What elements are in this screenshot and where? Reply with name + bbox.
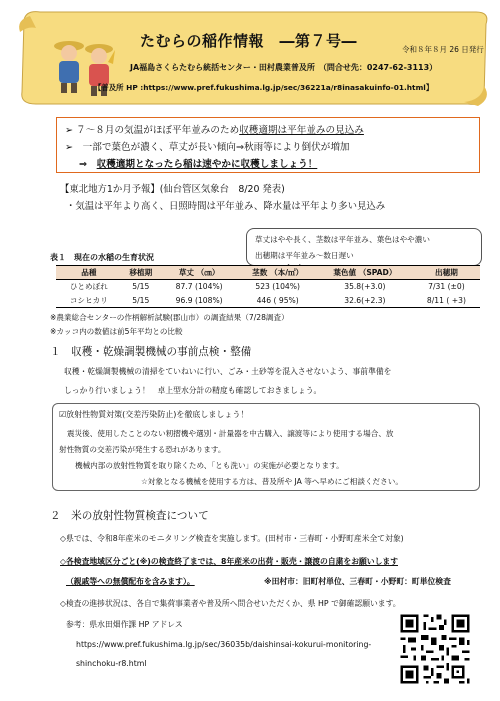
page-title: たむらの稲作情報 ―第７号― (140, 32, 358, 50)
callout-line-1: 草丈はやや長く、茎数は平年並み、葉色はやや濃い (255, 235, 430, 244)
table-cell: 35.8(+3.0) (344, 282, 386, 292)
table-cell: 5/15 (122, 294, 160, 308)
section-1-heading: １ 収穫・乾燥調製機械の事前点検・整備 (50, 346, 252, 358)
summary-line-3-highlight: 収穫適期となったら稲は速やかに収穫しましょう！ (96, 159, 318, 170)
section-2-bullet-2-continued: （親戚等への無償配布を含みます）。 (66, 577, 195, 586)
table-header-cell: 草丈 （㎝） (160, 266, 239, 280)
table-row (56, 294, 480, 308)
homepage-url[interactable]: 【普及所 HP :https://www.pref.fukushima.lg.jp/sec/36221a/r8inasakuinfo-01.html】 (94, 83, 434, 92)
farmer-man-illustration (52, 36, 86, 94)
summary-line-3 (79, 156, 317, 170)
growth-status-table (56, 265, 480, 308)
table-cell: 5/15 (132, 282, 150, 292)
summary-line-1 (65, 122, 364, 136)
table-header-cell: 出穂期 (413, 266, 480, 280)
table-note-2: ※カッコ内の数値は前5年平均との比較 (50, 327, 183, 336)
qr-code-icon[interactable] (398, 612, 472, 686)
section-1-paragraph-2: しっかり行いましょう！ 卓上型水分計の精度も確認しておきましょう。 (64, 386, 322, 395)
table-header-cell: 移植期 (122, 266, 160, 280)
section-2-bullet-1: ◇県では、令和8年産米のモニタリング検査を実施します。(田村市・三春町・小野町産米全て対象) (60, 534, 404, 543)
table-cell: 523 (104%) (255, 282, 300, 292)
table-cell: 446 ( 95%) (238, 294, 317, 308)
table-header-cell: 茎数 （本/㎡） (238, 266, 317, 280)
section-2-bullet-3: ◇検査の進捗状況は、各自で集荷事業者や普及所へ問合せいただくか、県 HP で御確認願います。 (60, 599, 401, 608)
table-cell: ひとめぼれ (69, 282, 108, 292)
table-header-cell: 葉色値 （SPAD） (317, 266, 413, 280)
table-header-cell: 品種 (56, 266, 122, 280)
radiation-box-line-4: ☆対象となる機械を使用する方は、普及所や JA 等へ早めにご相談ください。 (141, 477, 403, 486)
table-cell: 8/11 ( +3) (413, 294, 480, 308)
summary-line-1-highlight: 収穫適期は平年並みの見込み (239, 125, 364, 136)
table-header-row (56, 266, 480, 280)
table-cell: コシヒカリ (56, 294, 122, 308)
table-row (56, 280, 480, 294)
growth-comment-callout (246, 228, 482, 266)
section-2-heading: ２ 米の放射性物質検査について (50, 510, 209, 522)
organization-contact: JA福島さくらたむら統括センター・田村農業普及所 （問合せ先：0247-62-3113） (130, 63, 438, 72)
forecast-text: ・気温は平年より高く、日照時間は平年並み、降水量は平年より多い見込み (66, 201, 386, 212)
section-2-inspection-note: ※田村市：旧町村単位、三春町・小野町：町単位検査 (264, 577, 451, 586)
table-cell: 7/31 (±0) (428, 282, 465, 292)
summary-line-3-arrow: ⇒ (79, 159, 97, 170)
table-cell: 96.9 (108%) (160, 294, 239, 308)
section-2-bullet-2: ◇各検査地域区分ごと(※)の検査終了までは、8年産米の出荷・販売・譲渡の自粛をお願いします (60, 557, 398, 566)
table-cell: 32.6(+2.3) (317, 294, 413, 308)
radiation-box-title: ☑放射性物質対策(交差汚染防止)を徹底しましょう！ (59, 410, 249, 419)
table-note-1: ※農業総合センターの作柄解析試験(郡山市）の調査結果（7/28調査） (50, 313, 289, 322)
radiation-box-line-2: 射性物質の交差汚染が発生する恐れがあります。 (59, 445, 226, 454)
summary-line-2: ➢ 一部で葉色が濃く、草丈が長い傾向⇒秋雨等により倒伏が増加 (65, 142, 350, 153)
reference-url-continued[interactable]: shinchoku-r8.html (76, 659, 147, 668)
radiation-measures-box (52, 403, 480, 491)
radiation-box-line-3: 機械内部の放射性物質を取り除くため、「とも洗い」の実施が必要となります。 (75, 461, 344, 470)
reference-url[interactable]: https://www.pref.fukushima.lg.jp/sec/36035b/daishinsai-kokurui-monitoring- (76, 640, 372, 649)
summary-box (56, 117, 480, 173)
callout-line-2: 出穂期は平年並み～数日遅い (255, 251, 354, 260)
table-caption: 表１ 現在の水稲の生育状況 (50, 253, 154, 262)
reference-label: 参考：県水田畑作課 HP アドレス (66, 620, 183, 629)
forecast-heading: 【東北地方1か月予報】(仙台管区気象台 8/20 発表) (60, 184, 285, 195)
table-cell: 87.7 (104%) (175, 282, 223, 292)
issue-date: 令和８年８月 26 日発行 (402, 45, 484, 54)
radiation-box-line-1: 震災後、使用したことのない籾摺機や選別・計量器を中古購入、譲渡等により使用する場合、放 (67, 429, 394, 438)
summary-line-1-prefix: ➢ ７～８月の気温がほぼ平年並みのため (65, 125, 240, 136)
section-1-paragraph-1: 収穫・乾燥調製機械の清掃をていねいに行い、ごみ・土砂等を混入させないよう、事前準備を (64, 367, 392, 376)
